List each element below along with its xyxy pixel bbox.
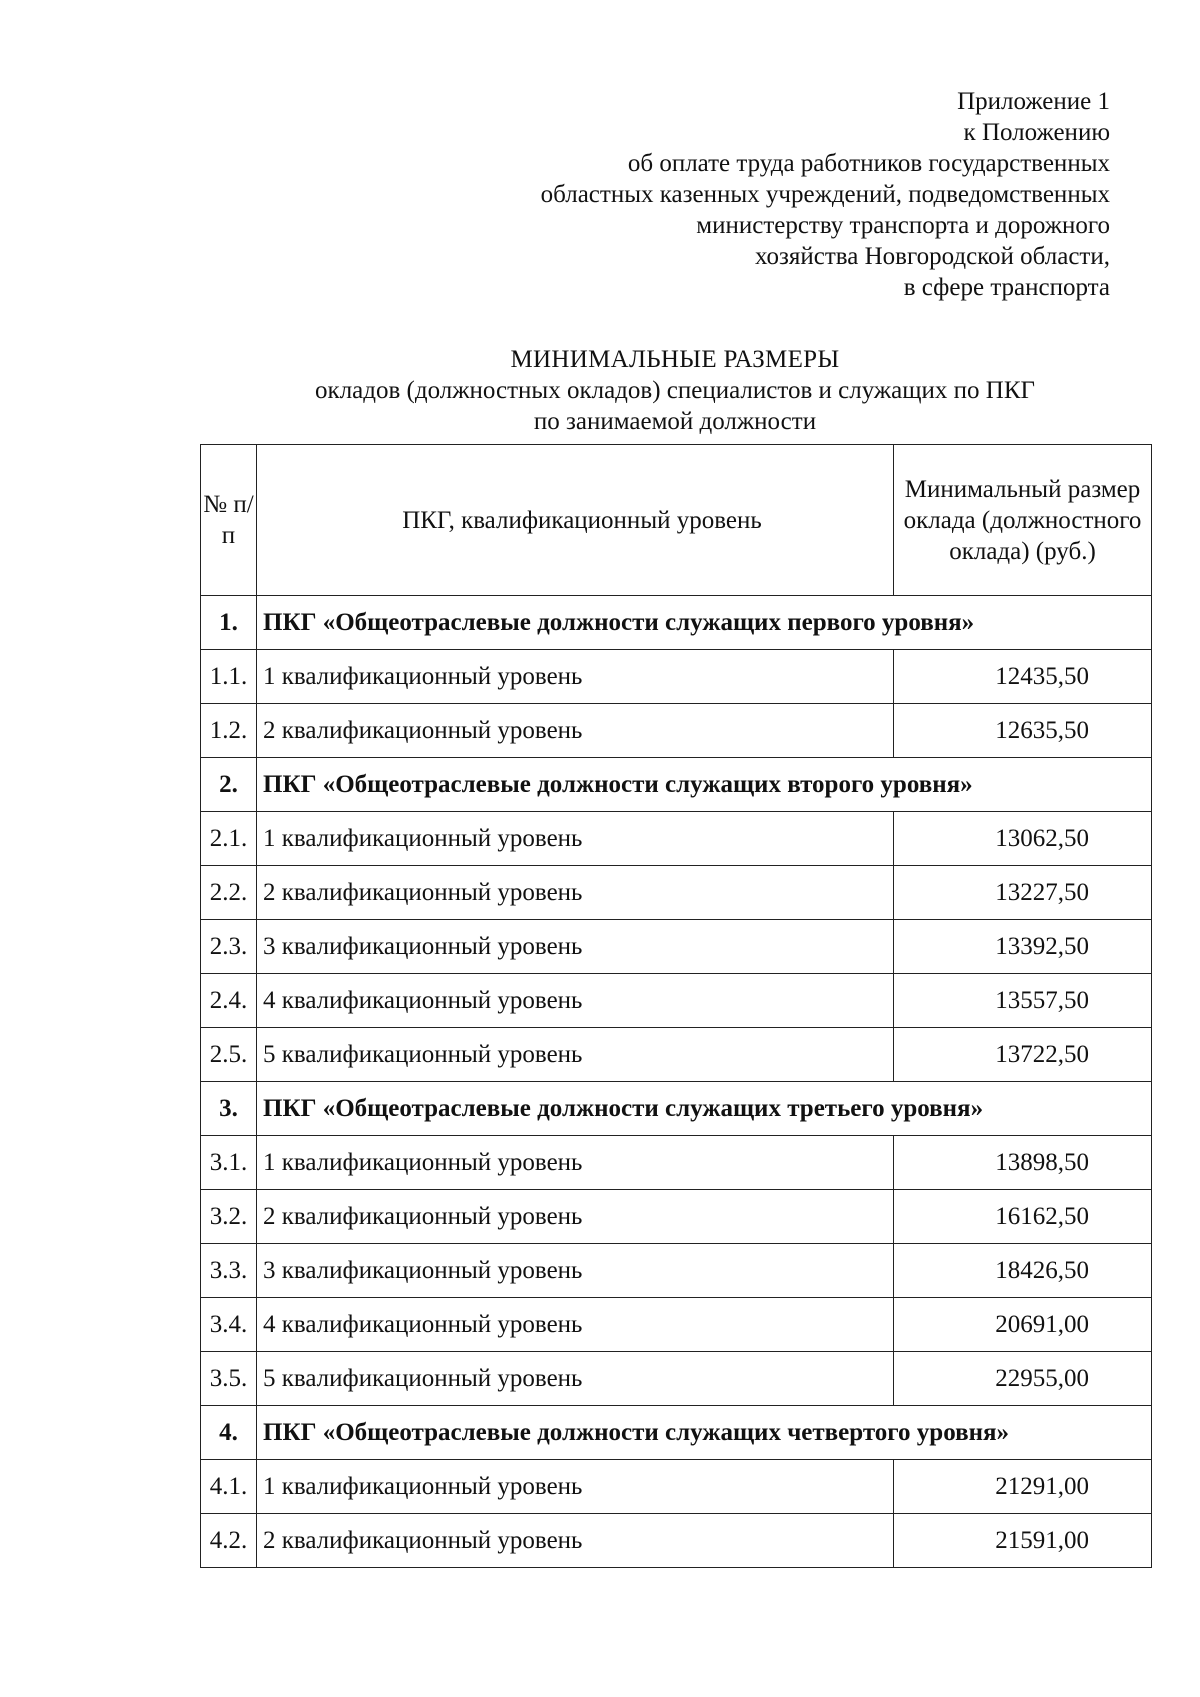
- table-row: [201, 1190, 1152, 1244]
- row-number: 4.2.: [201, 1514, 257, 1568]
- document-title: [200, 344, 1150, 437]
- title-subtitle: окладов (должностных окладов) специалистов и служащих по ПКГ: [315, 377, 1035, 404]
- row-level: 3 квалификационный уровень: [257, 1244, 894, 1298]
- row-level: 1 квалификационный уровень: [257, 650, 894, 704]
- table-row: [201, 650, 1152, 704]
- table-group-row: [201, 1082, 1152, 1136]
- row-salary-value: 21591,00: [894, 1514, 1152, 1568]
- row-level: 5 квалификационный уровень: [257, 1352, 894, 1406]
- table-row: [201, 1136, 1152, 1190]
- row-level: 1 квалификационный уровень: [257, 1460, 894, 1514]
- table-row: [201, 1352, 1152, 1406]
- table-group-row: [201, 596, 1152, 650]
- appendix-line: к Положению: [963, 119, 1110, 146]
- title-subtitle: по занимаемой должности: [533, 408, 817, 435]
- table-group-row: [201, 1406, 1152, 1460]
- row-number: 2.2.: [201, 866, 257, 920]
- row-salary-value: 21291,00: [894, 1460, 1152, 1514]
- header-value: Минимальный размер оклада (должностного оклада) (руб.): [894, 445, 1152, 596]
- table-row: [201, 1514, 1152, 1568]
- appendix-line: областных казенных учреждений, подведомственных: [540, 181, 1110, 208]
- row-level: 1 квалификационный уровень: [257, 1136, 894, 1190]
- row-number: 3.: [201, 1082, 257, 1136]
- row-number: 4.: [201, 1406, 257, 1460]
- table-row: [201, 1028, 1152, 1082]
- row-number: 4.1.: [201, 1460, 257, 1514]
- row-salary-value: 20691,00: [894, 1298, 1152, 1352]
- row-salary-value: 16162,50: [894, 1190, 1152, 1244]
- table-row: [201, 974, 1152, 1028]
- row-level: 4 квалификационный уровень: [257, 1298, 894, 1352]
- salary-table: [200, 444, 1152, 1568]
- row-level: 5 квалификационный уровень: [257, 1028, 894, 1082]
- appendix-line: хозяйства Новгородской области,: [754, 243, 1110, 270]
- row-number: 1.1.: [201, 650, 257, 704]
- table-row: [201, 920, 1152, 974]
- table-row: [201, 704, 1152, 758]
- header-number: № п/п: [201, 445, 257, 596]
- row-number: 1.: [201, 596, 257, 650]
- group-title: ПКГ «Общеотраслевые должности служащих второго уровня»: [257, 758, 1152, 812]
- row-salary-value: 13062,50: [894, 812, 1152, 866]
- table-row: [201, 866, 1152, 920]
- group-title: ПКГ «Общеотраслевые должности служащих третьего уровня»: [257, 1082, 1152, 1136]
- row-number: 2.: [201, 758, 257, 812]
- table-row: [201, 812, 1152, 866]
- row-number: 2.3.: [201, 920, 257, 974]
- row-level: 2 квалификационный уровень: [257, 1190, 894, 1244]
- group-title: ПКГ «Общеотраслевые должности служащих первого уровня»: [257, 596, 1152, 650]
- appendix-header: [541, 86, 1110, 303]
- header-name: ПКГ, квалификационный уровень: [257, 445, 894, 596]
- row-number: 2.1.: [201, 812, 257, 866]
- table-header-row: [201, 445, 1152, 596]
- row-level: 2 квалификационный уровень: [257, 866, 894, 920]
- row-salary-value: 18426,50: [894, 1244, 1152, 1298]
- row-level: 4 квалификационный уровень: [257, 974, 894, 1028]
- row-number: 2.5.: [201, 1028, 257, 1082]
- row-salary-value: 22955,00: [894, 1352, 1152, 1406]
- row-salary-value: 12435,50: [894, 650, 1152, 704]
- appendix-line: в сфере транспорта: [903, 274, 1110, 301]
- appendix-line: министерству транспорта и дорожного: [696, 212, 1110, 239]
- group-title: ПКГ «Общеотраслевые должности служащих четвертого уровня»: [257, 1406, 1152, 1460]
- row-number: 1.2.: [201, 704, 257, 758]
- appendix-line: Приложение 1: [957, 88, 1110, 115]
- row-number: 3.1.: [201, 1136, 257, 1190]
- row-level: 2 квалификационный уровень: [257, 704, 894, 758]
- row-salary-value: 13722,50: [894, 1028, 1152, 1082]
- table-row: [201, 1460, 1152, 1514]
- row-salary-value: 13392,50: [894, 920, 1152, 974]
- row-number: 3.3.: [201, 1244, 257, 1298]
- row-number: 3.5.: [201, 1352, 257, 1406]
- row-number: 3.2.: [201, 1190, 257, 1244]
- title-main: МИНИМАЛЬНЫЕ РАЗМЕРЫ: [510, 346, 840, 373]
- row-salary-value: 13227,50: [894, 866, 1152, 920]
- row-number: 2.4.: [201, 974, 257, 1028]
- table-group-row: [201, 758, 1152, 812]
- row-level: 1 квалификационный уровень: [257, 812, 894, 866]
- appendix-line: об оплате труда работников государственных: [627, 150, 1110, 177]
- row-level: 3 квалификационный уровень: [257, 920, 894, 974]
- row-salary-value: 12635,50: [894, 704, 1152, 758]
- row-salary-value: 13557,50: [894, 974, 1152, 1028]
- row-level: 2 квалификационный уровень: [257, 1514, 894, 1568]
- row-number: 3.4.: [201, 1298, 257, 1352]
- table-row: [201, 1298, 1152, 1352]
- row-salary-value: 13898,50: [894, 1136, 1152, 1190]
- table-row: [201, 1244, 1152, 1298]
